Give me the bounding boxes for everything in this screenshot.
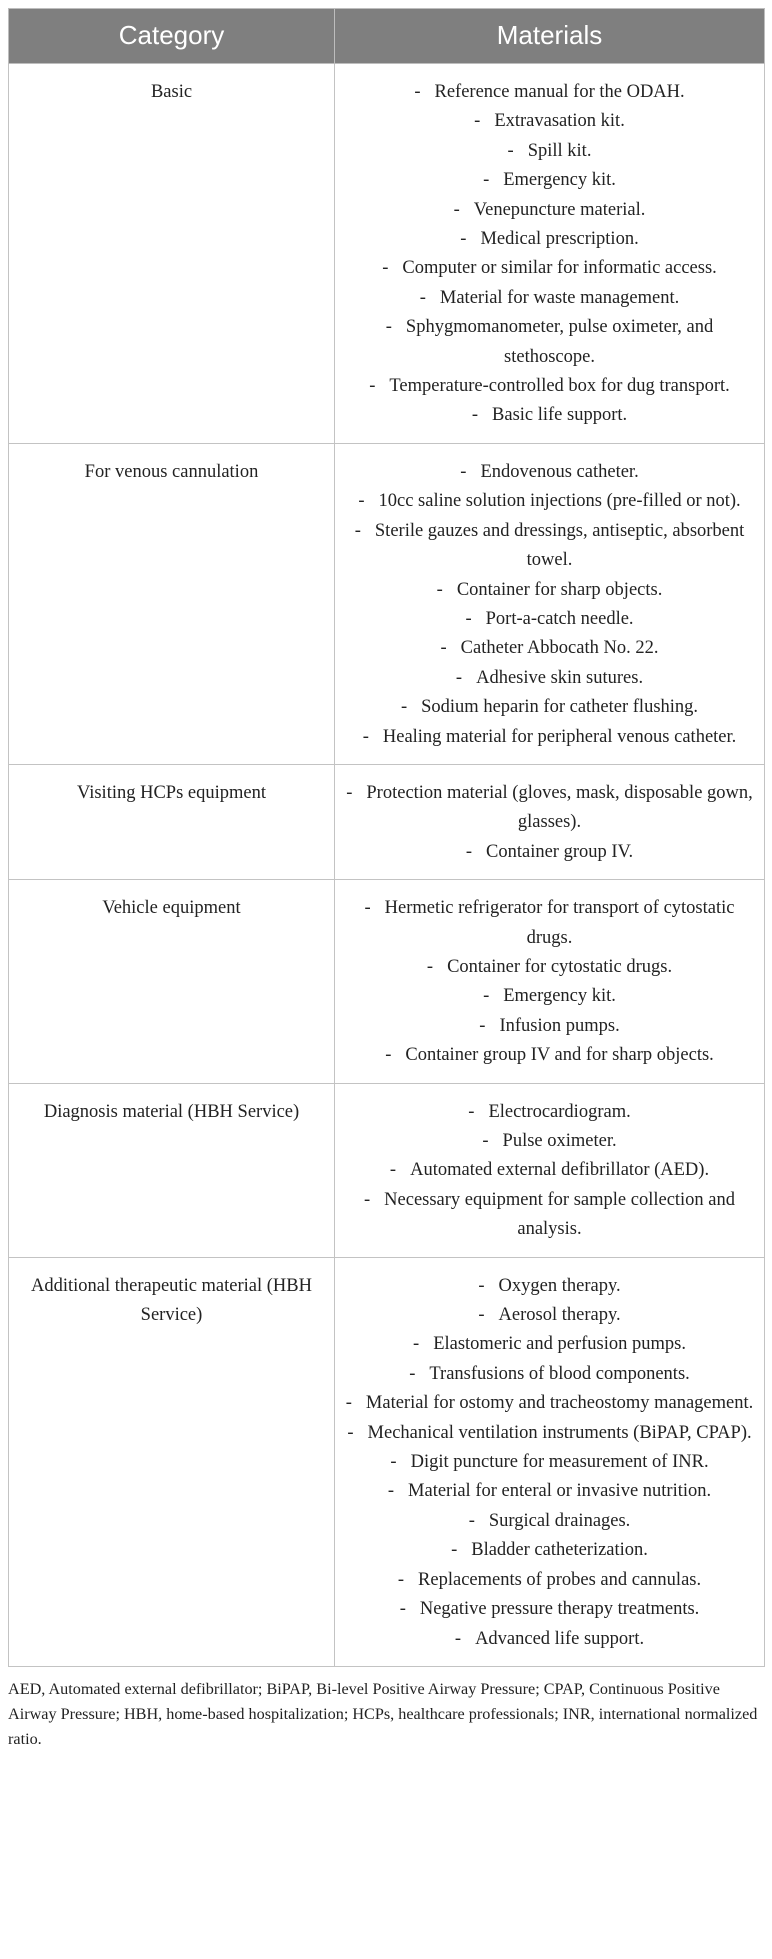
dash-marker: - — [354, 520, 361, 541]
list-item — [345, 196, 754, 225]
list-item-text: Transfusions of blood components. — [429, 1363, 690, 1384]
list-item — [345, 982, 754, 1011]
table-row — [9, 880, 765, 1083]
list-item — [345, 1595, 754, 1624]
list-item-text: Medical prescription. — [480, 229, 639, 250]
list-item-text: Port-a-catch needle. — [485, 608, 634, 629]
list-item-text: Spill kit. — [527, 140, 592, 161]
dash-marker: - — [440, 638, 447, 659]
materials-cell — [335, 1083, 765, 1257]
list-item-text: Elastomeric and perfusion pumps. — [433, 1334, 686, 1355]
list-item — [345, 225, 754, 254]
list-item-text: Material for ostomy and tracheostomy management. — [365, 1393, 754, 1414]
list-item-text: Automated external defibrillator (AED). — [410, 1160, 710, 1181]
materials-list — [345, 779, 754, 867]
dash-marker: - — [409, 1363, 416, 1384]
dash-marker: - — [474, 111, 481, 132]
list-item-text: Electrocardiogram. — [488, 1101, 631, 1122]
category-cell: For venous cannulation — [9, 443, 335, 764]
list-item-text: Adhesive skin sutures. — [476, 667, 644, 688]
dash-marker: - — [471, 405, 479, 426]
list-item — [345, 605, 754, 634]
dash-marker: - — [385, 1045, 392, 1066]
list-item — [345, 1041, 754, 1070]
list-item-text: Necessary equipment for sample collection and analysis. — [384, 1189, 736, 1240]
list-item-text: Advanced life support. — [475, 1628, 645, 1649]
category-cell: Vehicle equipment — [9, 880, 335, 1083]
category-cell: Additional therapeutic material (HBH Service) — [9, 1257, 335, 1666]
list-item — [345, 372, 754, 401]
list-item-text: Infusion pumps. — [499, 1015, 620, 1036]
dash-marker: - — [455, 667, 463, 688]
dash-marker: - — [453, 199, 460, 220]
table-body — [9, 64, 765, 1667]
list-item-text: Sphygmomanometer, pulse oximeter, and stethoscope. — [405, 317, 714, 367]
list-item — [345, 1507, 754, 1536]
category-cell: Diagnosis material (HBH Service) — [9, 1083, 335, 1257]
materials-cell — [335, 1257, 765, 1666]
dash-marker: - — [389, 1160, 397, 1181]
list-item — [345, 1448, 754, 1477]
materials-cell — [335, 764, 765, 879]
list-item-text: Sterile gauzes and dressings, antiseptic, absorbent towel. — [374, 520, 745, 571]
list-item-text: Container group IV and for sharp objects. — [405, 1045, 714, 1066]
list-item-text: Protection material (gloves, mask, disposable gown, glasses). — [366, 782, 753, 833]
dash-marker: - — [478, 1305, 485, 1326]
dash-marker: - — [399, 1599, 406, 1620]
dash-marker: - — [358, 491, 365, 512]
list-item-text: Material for enteral or invasive nutrition. — [408, 1481, 712, 1502]
list-item-text: Bladder catheterization. — [471, 1540, 648, 1561]
table-row — [9, 1257, 765, 1666]
table-footnote: AED, Automated external defibrillator; BiPAP, Bi-level Positive Airway Pressure; CPAP, Continuous Positive Airway Pressure; HBH, home-based hospitalization; HCPs, healthcare professionals; INR, international normalized ratio. — [8, 1679, 758, 1748]
category-cell: Visiting HCPs equipment — [9, 764, 335, 879]
materials-list — [345, 1272, 754, 1654]
list-item — [345, 723, 754, 752]
dash-marker: - — [419, 287, 426, 308]
list-item — [345, 1419, 754, 1448]
dash-marker: - — [369, 376, 376, 397]
list-item-text: Emergency kit. — [503, 986, 616, 1007]
list-item — [345, 1127, 754, 1156]
dash-marker: - — [507, 140, 514, 161]
dash-marker: - — [426, 956, 434, 977]
materials-list — [345, 894, 754, 1070]
table-row — [9, 443, 765, 764]
list-item — [345, 401, 754, 430]
list-item-text: Pulse oximeter. — [502, 1131, 617, 1151]
list-item-text: Emergency kit. — [503, 170, 616, 191]
list-item-text: Material for waste management. — [439, 287, 680, 308]
list-item — [345, 1156, 754, 1185]
list-item — [345, 693, 754, 722]
list-item — [345, 284, 754, 313]
list-item-text: Digit puncture for measurement of INR. — [410, 1452, 709, 1473]
list-item — [345, 1330, 754, 1359]
list-item — [345, 1098, 754, 1127]
list-item-text: Endovenous catheter. — [480, 461, 639, 482]
list-item — [345, 634, 754, 663]
dash-marker: - — [347, 1422, 354, 1443]
dash-marker: - — [413, 1334, 420, 1355]
list-item-text: Extravasation kit. — [494, 111, 625, 132]
dash-marker: - — [465, 841, 473, 862]
list-item-text: Basic life support. — [492, 405, 628, 426]
list-item — [345, 137, 754, 166]
list-item — [345, 458, 754, 487]
list-item-text: Container group IV. — [486, 841, 634, 862]
list-item-text: Aerosol therapy. — [498, 1305, 621, 1326]
list-item — [345, 1301, 754, 1330]
list-item — [345, 1186, 754, 1245]
list-item-text: Negative pressure therapy treatments. — [419, 1599, 700, 1620]
dash-marker: - — [436, 579, 443, 600]
list-item — [345, 1566, 754, 1595]
dash-marker: - — [483, 986, 490, 1007]
list-item-text: Computer or similar for informatic access. — [402, 258, 717, 279]
dash-marker: - — [385, 317, 392, 338]
dash-marker: - — [465, 608, 472, 629]
category-cell: Basic — [9, 64, 335, 444]
list-item — [345, 894, 754, 953]
dash-marker: - — [483, 170, 490, 191]
dash-marker: - — [454, 1628, 462, 1649]
dash-marker: - — [400, 697, 408, 718]
list-item — [345, 166, 754, 195]
list-item-text: Replacements of probes and cannulas. — [418, 1569, 702, 1590]
list-item — [345, 107, 754, 136]
list-item-text: Container for cytostatic drugs. — [447, 956, 673, 977]
list-item-text: Sodium heparin for catheter flushing. — [421, 697, 699, 718]
column-header-category: Category — [9, 9, 335, 64]
list-item-text: Surgical drainages. — [488, 1510, 631, 1531]
list-item — [345, 664, 754, 693]
materials-cell — [335, 64, 765, 444]
list-item — [345, 1536, 754, 1565]
list-item — [345, 1272, 754, 1301]
materials-cell — [335, 443, 765, 764]
materials-list — [345, 1098, 754, 1245]
materials-list — [345, 458, 754, 752]
list-item — [345, 779, 754, 838]
column-header-materials: Materials — [335, 9, 765, 64]
dash-marker: - — [397, 1569, 405, 1590]
list-item — [345, 254, 754, 283]
list-item-text: Healing material for peripheral venous catheter. — [382, 726, 737, 747]
dash-marker: - — [478, 1275, 485, 1296]
list-item — [345, 953, 754, 982]
list-item — [345, 1477, 754, 1506]
list-item-text: Hermetic refrigerator for transport of cytostatic drugs. — [384, 898, 735, 948]
list-item-text: Temperature-controlled box for dug transport. — [389, 376, 730, 397]
materials-cell — [335, 880, 765, 1083]
header-row — [9, 9, 765, 64]
dash-marker: - — [390, 1452, 397, 1473]
table-row — [9, 764, 765, 879]
list-item — [345, 1012, 754, 1041]
dash-marker: - — [363, 1189, 371, 1210]
list-item-text: Reference manual for the ODAH. — [434, 82, 685, 102]
dash-marker: - — [460, 461, 467, 482]
table-row — [9, 1083, 765, 1257]
list-item-text: Catheter Abbocath No. 22. — [460, 638, 659, 659]
materials-table — [8, 8, 765, 1667]
list-item — [345, 1625, 754, 1654]
dash-marker: - — [482, 1131, 489, 1151]
list-item — [345, 313, 754, 372]
list-item-text: Venepuncture material. — [473, 199, 646, 220]
dash-marker: - — [460, 229, 467, 250]
list-item — [345, 78, 754, 107]
list-item — [345, 576, 754, 605]
list-item — [345, 517, 754, 576]
list-item-text: Container for sharp objects. — [456, 579, 663, 600]
list-item — [345, 838, 754, 867]
dash-marker: - — [382, 258, 389, 279]
list-item-text: Mechanical ventilation instruments (BiPAP, CPAP). — [367, 1422, 752, 1443]
dash-marker: - — [468, 1510, 475, 1531]
dash-marker: - — [468, 1101, 475, 1122]
dash-marker: - — [346, 782, 353, 803]
dash-marker: - — [387, 1481, 395, 1502]
list-item — [345, 1360, 754, 1389]
list-item — [345, 1389, 754, 1418]
dash-marker: - — [479, 1015, 486, 1036]
list-item-text: 10cc saline solution injections (pre-filled or not). — [378, 491, 741, 512]
materials-list — [345, 78, 754, 431]
dash-marker: - — [451, 1540, 458, 1561]
dash-marker: - — [362, 726, 369, 747]
list-item-text: Oxygen therapy. — [498, 1275, 621, 1296]
table-row — [9, 64, 765, 444]
dash-marker: - — [414, 82, 421, 102]
list-item — [345, 487, 754, 516]
dash-marker: - — [345, 1393, 352, 1414]
dash-marker: - — [364, 898, 371, 919]
